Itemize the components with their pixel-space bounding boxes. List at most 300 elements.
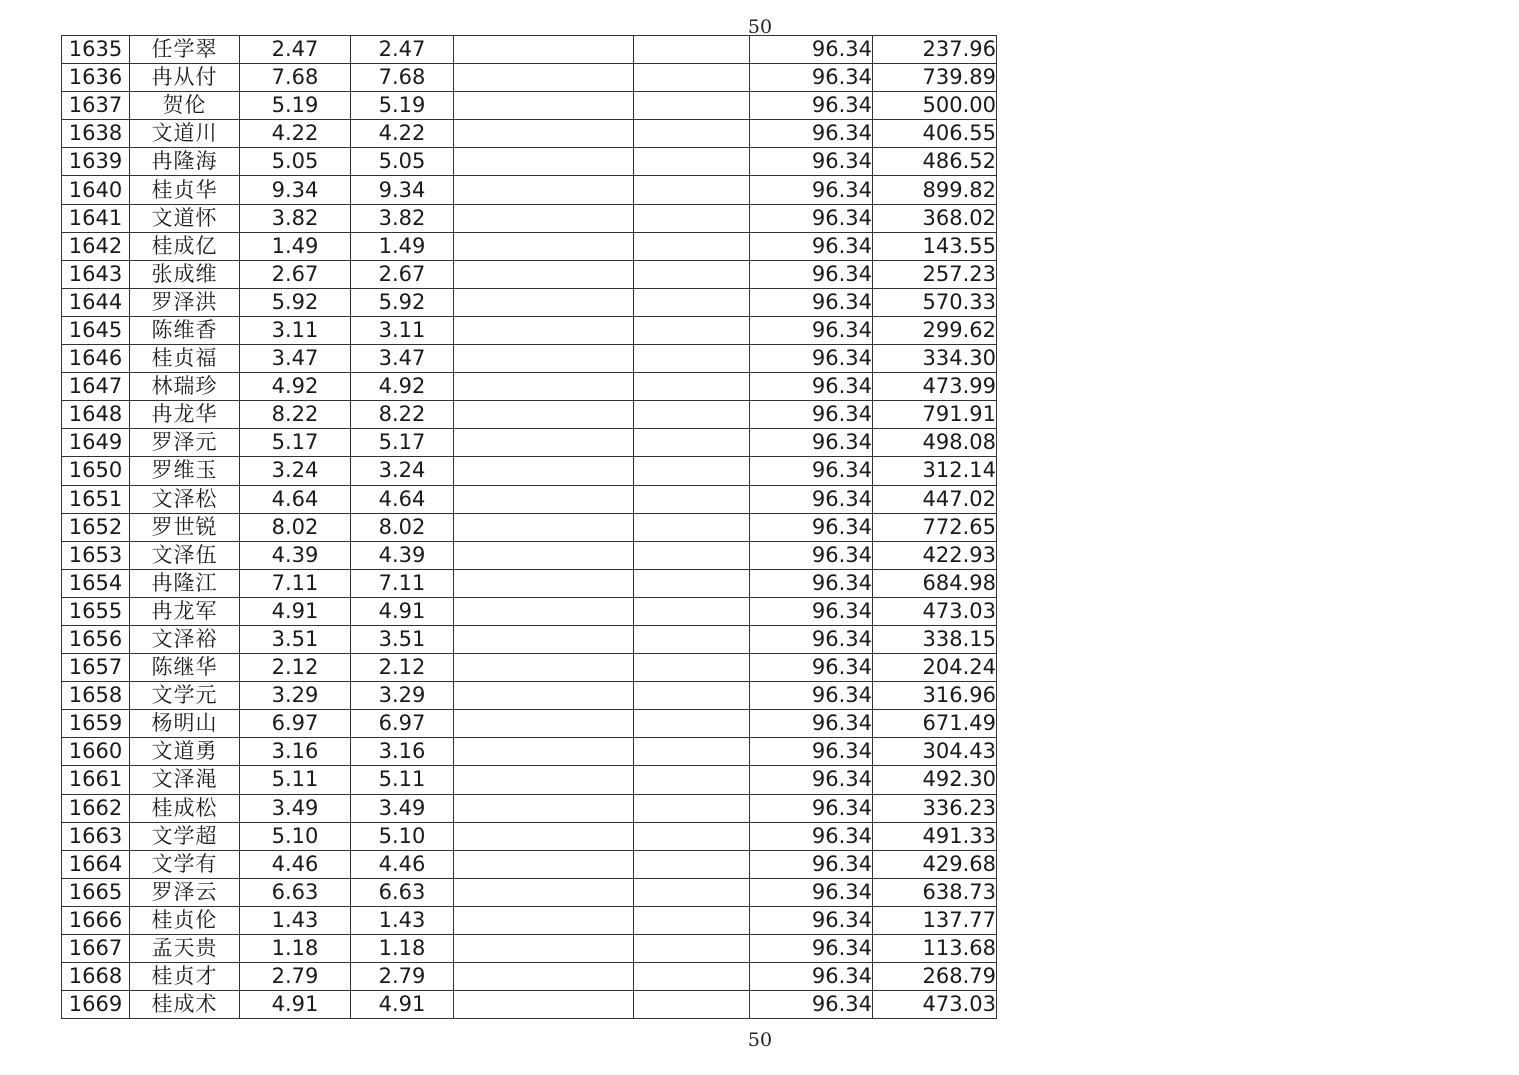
cell-amount: 406.55 [873,120,997,148]
cell-area: 7.11 [240,569,351,597]
cell-id: 1661 [62,766,130,794]
cell-empty [634,92,750,120]
cell-empty [454,625,634,653]
cell-empty [634,682,750,710]
cell-amount: 237.96 [873,36,997,64]
table-row [62,373,997,401]
cell-area-confirmed: 4.22 [351,120,454,148]
cell-id: 1659 [62,710,130,738]
cell-area: 3.82 [240,204,351,232]
cell-empty [634,429,750,457]
cell-area-confirmed: 6.63 [351,878,454,906]
cell-name: 冉隆海 [130,148,240,176]
cell-rate: 96.34 [750,682,873,710]
cell-empty [634,850,750,878]
cell-amount: 498.08 [873,429,997,457]
cell-area-confirmed: 3.49 [351,794,454,822]
cell-area: 2.79 [240,963,351,991]
table-row [62,935,997,963]
cell-rate: 96.34 [750,822,873,850]
cell-empty [634,148,750,176]
cell-empty [634,794,750,822]
cell-name: 文道怀 [130,204,240,232]
cell-name: 孟天贵 [130,935,240,963]
table-row [62,850,997,878]
cell-amount: 257.23 [873,260,997,288]
cell-empty [634,963,750,991]
cell-area: 8.22 [240,401,351,429]
cell-empty [634,316,750,344]
table-row [62,288,997,316]
cell-empty [454,260,634,288]
cell-area: 4.39 [240,541,351,569]
table-row [62,260,997,288]
cell-area-confirmed: 1.49 [351,232,454,260]
cell-id: 1645 [62,316,130,344]
cell-rate: 96.34 [750,373,873,401]
cell-name: 陈维香 [130,316,240,344]
cell-rate: 96.34 [750,345,873,373]
cell-area-confirmed: 3.24 [351,457,454,485]
cell-id: 1637 [62,92,130,120]
cell-empty [454,766,634,794]
cell-empty [454,794,634,822]
cell-id: 1640 [62,176,130,204]
table-row [62,597,997,625]
cell-rate: 96.34 [750,654,873,682]
cell-area: 2.47 [240,36,351,64]
cell-amount: 772.65 [873,513,997,541]
table-row [62,654,997,682]
cell-id: 1668 [62,963,130,991]
cell-empty [454,710,634,738]
table-row [62,316,997,344]
cell-empty [454,682,634,710]
cell-id: 1652 [62,513,130,541]
cell-amount: 500.00 [873,92,997,120]
cell-rate: 96.34 [750,906,873,934]
cell-empty [454,373,634,401]
cell-name: 任学翠 [130,36,240,64]
cell-amount: 268.79 [873,963,997,991]
cell-id: 1665 [62,878,130,906]
cell-name: 冉龙军 [130,597,240,625]
cell-rate: 96.34 [750,485,873,513]
cell-empty [454,963,634,991]
cell-amount: 422.93 [873,541,997,569]
cell-area: 5.19 [240,92,351,120]
cell-empty [634,120,750,148]
cell-id: 1662 [62,794,130,822]
cell-empty [634,569,750,597]
cell-name: 罗泽云 [130,878,240,906]
cell-area: 5.05 [240,148,351,176]
cell-rate: 96.34 [750,457,873,485]
cell-empty [634,766,750,794]
cell-area-confirmed: 5.92 [351,288,454,316]
cell-area-confirmed: 2.47 [351,36,454,64]
cell-name: 文学超 [130,822,240,850]
cell-empty [634,878,750,906]
cell-amount: 791.91 [873,401,997,429]
cell-name: 冉龙华 [130,401,240,429]
cell-amount: 899.82 [873,176,997,204]
cell-area: 3.24 [240,457,351,485]
table-row [62,176,997,204]
cell-empty [634,485,750,513]
cell-empty [454,485,634,513]
cell-rate: 96.34 [750,625,873,653]
cell-empty [634,597,750,625]
cell-id: 1657 [62,654,130,682]
cell-empty [634,232,750,260]
cell-area-confirmed: 5.10 [351,822,454,850]
cell-name: 桂贞华 [130,176,240,204]
cell-empty [454,654,634,682]
cell-name: 桂成术 [130,991,240,1019]
cell-name: 桂贞福 [130,345,240,373]
cell-amount: 684.98 [873,569,997,597]
table-row [62,710,997,738]
table-row [62,92,997,120]
cell-empty [454,569,634,597]
cell-empty [454,64,634,92]
cell-rate: 96.34 [750,288,873,316]
cell-rate: 96.34 [750,850,873,878]
cell-rate: 96.34 [750,260,873,288]
cell-area: 5.11 [240,766,351,794]
cell-area-confirmed: 5.11 [351,766,454,794]
table-row [62,345,997,373]
cell-area-confirmed: 4.39 [351,541,454,569]
cell-amount: 334.30 [873,345,997,373]
cell-amount: 447.02 [873,485,997,513]
cell-area-confirmed: 3.47 [351,345,454,373]
cell-name: 罗泽洪 [130,288,240,316]
cell-empty [454,176,634,204]
cell-empty [634,906,750,934]
cell-name: 文泽松 [130,485,240,513]
cell-id: 1643 [62,260,130,288]
cell-area: 4.22 [240,120,351,148]
cell-id: 1655 [62,597,130,625]
table-row [62,36,997,64]
cell-empty [454,345,634,373]
cell-empty [454,513,634,541]
cell-amount: 473.03 [873,991,997,1019]
cell-area: 3.29 [240,682,351,710]
cell-empty [454,906,634,934]
cell-empty [634,822,750,850]
cell-area-confirmed: 8.22 [351,401,454,429]
cell-name: 罗世锐 [130,513,240,541]
cell-empty [454,401,634,429]
cell-empty [454,316,634,344]
cell-rate: 96.34 [750,766,873,794]
cell-empty [454,429,634,457]
cell-area-confirmed: 3.29 [351,682,454,710]
cell-empty [454,935,634,963]
cell-area-confirmed: 3.82 [351,204,454,232]
table-row [62,401,997,429]
cell-area: 8.02 [240,513,351,541]
cell-area: 5.10 [240,822,351,850]
cell-area: 3.51 [240,625,351,653]
cell-area-confirmed: 7.11 [351,569,454,597]
cell-area: 6.63 [240,878,351,906]
table-row [62,513,997,541]
cell-area: 3.47 [240,345,351,373]
cell-amount: 336.23 [873,794,997,822]
cell-name: 文泽伍 [130,541,240,569]
cell-name: 林瑞珍 [130,373,240,401]
ledger-table [61,35,997,1019]
cell-area-confirmed: 5.05 [351,148,454,176]
cell-id: 1650 [62,457,130,485]
cell-empty [634,654,750,682]
cell-id: 1654 [62,569,130,597]
cell-amount: 486.52 [873,148,997,176]
cell-name: 罗泽元 [130,429,240,457]
table-row [62,148,997,176]
cell-empty [634,176,750,204]
cell-area-confirmed: 7.68 [351,64,454,92]
cell-area-confirmed: 9.34 [351,176,454,204]
cell-area-confirmed: 2.79 [351,963,454,991]
cell-area: 3.11 [240,316,351,344]
cell-empty [454,457,634,485]
cell-amount: 338.15 [873,625,997,653]
cell-area: 4.91 [240,597,351,625]
cell-name: 张成维 [130,260,240,288]
cell-name: 文道勇 [130,738,240,766]
cell-name: 桂贞伦 [130,906,240,934]
cell-id: 1635 [62,36,130,64]
cell-area: 3.49 [240,794,351,822]
cell-empty [634,345,750,373]
cell-name: 杨明山 [130,710,240,738]
cell-rate: 96.34 [750,597,873,625]
cell-empty [454,288,634,316]
cell-area-confirmed: 3.16 [351,738,454,766]
cell-amount: 739.89 [873,64,997,92]
cell-area: 1.18 [240,935,351,963]
cell-rate: 96.34 [750,569,873,597]
cell-rate: 96.34 [750,401,873,429]
cell-name: 文泽渑 [130,766,240,794]
cell-rate: 96.34 [750,878,873,906]
cell-area-confirmed: 3.51 [351,625,454,653]
cell-area-confirmed: 1.43 [351,906,454,934]
cell-id: 1663 [62,822,130,850]
cell-empty [634,738,750,766]
cell-rate: 96.34 [750,92,873,120]
cell-name: 冉隆江 [130,569,240,597]
cell-area: 7.68 [240,64,351,92]
cell-area-confirmed: 6.97 [351,710,454,738]
cell-area-confirmed: 4.64 [351,485,454,513]
cell-rate: 96.34 [750,513,873,541]
cell-empty [634,541,750,569]
table-row [62,963,997,991]
cell-amount: 368.02 [873,204,997,232]
cell-name: 文学有 [130,850,240,878]
cell-amount: 137.77 [873,906,997,934]
cell-area-confirmed: 4.91 [351,991,454,1019]
cell-rate: 96.34 [750,541,873,569]
cell-empty [454,738,634,766]
cell-area: 6.97 [240,710,351,738]
cell-id: 1653 [62,541,130,569]
cell-empty [454,850,634,878]
table-row [62,429,997,457]
cell-empty [634,625,750,653]
cell-name: 贺伦 [130,92,240,120]
table-row [62,682,997,710]
cell-id: 1642 [62,232,130,260]
cell-rate: 96.34 [750,710,873,738]
cell-area: 4.46 [240,850,351,878]
cell-area: 1.49 [240,232,351,260]
cell-id: 1649 [62,429,130,457]
cell-area: 2.12 [240,654,351,682]
page-number-top: 50 [747,16,773,38]
table-row [62,457,997,485]
cell-amount: 473.03 [873,597,997,625]
table-row [62,794,997,822]
cell-empty [454,991,634,1019]
cell-area: 5.92 [240,288,351,316]
cell-empty [454,822,634,850]
table-row [62,766,997,794]
cell-id: 1638 [62,120,130,148]
cell-name: 桂成松 [130,794,240,822]
cell-name: 文泽裕 [130,625,240,653]
table-row [62,738,997,766]
table-row [62,120,997,148]
cell-rate: 96.34 [750,991,873,1019]
cell-empty [634,204,750,232]
cell-empty [634,288,750,316]
cell-rate: 96.34 [750,120,873,148]
cell-empty [634,36,750,64]
cell-amount: 492.30 [873,766,997,794]
cell-empty [454,597,634,625]
table-row [62,906,997,934]
ledger-body [62,36,997,1019]
cell-area-confirmed: 2.67 [351,260,454,288]
cell-id: 1669 [62,991,130,1019]
cell-area-confirmed: 8.02 [351,513,454,541]
cell-area-confirmed: 2.12 [351,654,454,682]
cell-area-confirmed: 5.17 [351,429,454,457]
cell-empty [634,935,750,963]
cell-area-confirmed: 4.92 [351,373,454,401]
cell-id: 1658 [62,682,130,710]
cell-empty [634,513,750,541]
cell-area-confirmed: 5.19 [351,92,454,120]
cell-empty [634,457,750,485]
cell-empty [634,710,750,738]
table-row [62,204,997,232]
table-row [62,485,997,513]
cell-empty [634,991,750,1019]
cell-empty [454,232,634,260]
table-row [62,232,997,260]
cell-empty [634,64,750,92]
table-row [62,625,997,653]
cell-rate: 96.34 [750,64,873,92]
cell-name: 桂成亿 [130,232,240,260]
cell-area-confirmed: 3.11 [351,316,454,344]
cell-id: 1666 [62,906,130,934]
cell-amount: 312.14 [873,457,997,485]
cell-rate: 96.34 [750,148,873,176]
cell-amount: 204.24 [873,654,997,682]
cell-area: 1.43 [240,906,351,934]
cell-id: 1641 [62,204,130,232]
cell-id: 1656 [62,625,130,653]
cell-empty [454,148,634,176]
cell-amount: 113.68 [873,935,997,963]
cell-amount: 638.73 [873,878,997,906]
cell-name: 罗维玉 [130,457,240,485]
cell-empty [454,92,634,120]
cell-empty [454,541,634,569]
cell-area-confirmed: 4.46 [351,850,454,878]
cell-amount: 429.68 [873,850,997,878]
cell-area: 4.91 [240,991,351,1019]
cell-amount: 299.62 [873,316,997,344]
table-row [62,991,997,1019]
cell-id: 1644 [62,288,130,316]
cell-name: 文学元 [130,682,240,710]
cell-rate: 96.34 [750,204,873,232]
cell-empty [634,373,750,401]
table-row [62,64,997,92]
cell-id: 1647 [62,373,130,401]
cell-area: 4.92 [240,373,351,401]
cell-name: 冉从付 [130,64,240,92]
cell-name: 文道川 [130,120,240,148]
cell-id: 1664 [62,850,130,878]
cell-empty [454,878,634,906]
page-number-bottom: 50 [747,1029,773,1051]
cell-rate: 96.34 [750,429,873,457]
cell-area: 4.64 [240,485,351,513]
cell-empty [634,260,750,288]
cell-name: 桂贞才 [130,963,240,991]
cell-id: 1636 [62,64,130,92]
cell-area-confirmed: 1.18 [351,935,454,963]
cell-id: 1660 [62,738,130,766]
table-row [62,541,997,569]
cell-area-confirmed: 4.91 [351,597,454,625]
cell-rate: 96.34 [750,935,873,963]
cell-area: 5.17 [240,429,351,457]
cell-amount: 671.49 [873,710,997,738]
cell-empty [634,401,750,429]
cell-rate: 96.34 [750,794,873,822]
cell-amount: 304.43 [873,738,997,766]
table-row [62,878,997,906]
cell-rate: 96.34 [750,232,873,260]
cell-area: 3.16 [240,738,351,766]
table-row [62,569,997,597]
cell-rate: 96.34 [750,963,873,991]
cell-id: 1651 [62,485,130,513]
cell-amount: 473.99 [873,373,997,401]
